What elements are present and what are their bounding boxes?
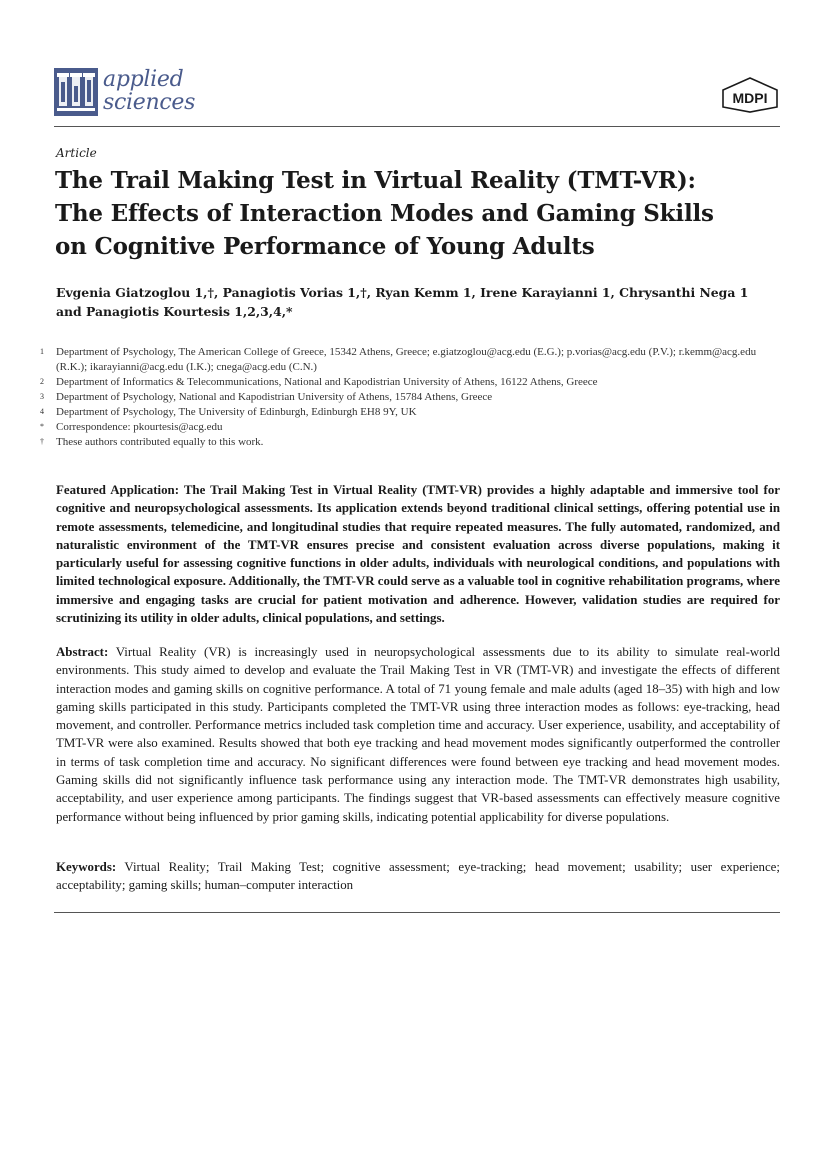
affiliation-text: Department of Psychology, The American College of Greece, 15342 Athens, Greece; e.giatzoglou@acg.edu (E.G.); p.vorias@acg.edu (P.V.); r.kemm@acg.edu (R.K.); ikarayianni@acg.edu (I.K.); cnega@acg.edu (C.N.) [56, 346, 757, 373]
affiliation-item [40, 405, 760, 420]
journal-header [54, 68, 780, 128]
journal-logo-icon [54, 68, 98, 116]
section-rule [54, 912, 780, 913]
affiliation-text: Department of Informatics & Telecommunications, National and Kapodistrian University of Athens, 16122 Athens, Greece [56, 376, 598, 388]
featured-application-label: Featured Application: [56, 483, 179, 497]
journal-name [103, 68, 195, 114]
abstract [56, 643, 780, 826]
correspondence-text: Correspondence: pkourtesis@acg.edu [56, 421, 223, 433]
affiliation-text: Department of Psychology, National and Kapodistrian University of Athens, 15784 Athens, Greece [56, 391, 493, 403]
paper-title: The Trail Making Test in Virtual Reality (TMT-VR): The Effects of Interaction Modes and Gaming Skills on Cognitive Performance of Young Adults [55, 167, 714, 260]
mdpi-logo-text: MDPI [732, 90, 768, 106]
header-rule [54, 126, 780, 127]
affiliation-mark: 2 [40, 377, 44, 386]
affiliation-mark: * [40, 422, 44, 431]
affiliations [40, 345, 760, 450]
keywords [56, 858, 780, 895]
journal-name-line2: sciences [103, 90, 196, 115]
equal-contribution-note: These authors contributed equally to this work. [56, 436, 264, 448]
affiliation-mark: † [40, 437, 44, 446]
featured-application-text: The Trail Making Test in Virtual Reality (TMT-VR) provides a highly adaptable and immersive tool for cognitive and neuropsychological assessments. Its application extends beyond traditional clinical settings, offering potential use in remote assessments, telemedicine, and longitudinal studies that require repeated measures. The fully automated, randomized, and naturalistic environment of the TMT-VR ensures precise and consistent evaluation across diverse populations, making it particularly useful for assessing cognitive functions in older adults, individuals with neurological conditions, and populations with limited technological exposure. Additionally, the TMT-VR could serve as a valuable tool in cognitive rehabilitation programs, where immersive and engaging tasks are crucial for patient motivation and adherence. However, validation studies are required for scrutinizing its utility in older adults, clinical populations, and settings. [56, 483, 780, 626]
affiliation-mark: 1 [40, 347, 44, 356]
journal-logo [54, 68, 195, 116]
affiliation-mark: 3 [40, 392, 44, 401]
abstract-label: Abstract: [56, 645, 109, 659]
affiliation-item [40, 390, 760, 405]
journal-name-line1: applied [103, 67, 184, 92]
abstract-text: Virtual Reality (VR) is increasingly used in neuropsychological assessments due to its ability to simulate real-world environments. This study aimed to develop and evaluate the Trail Making Test in VR (TMT-VR) and investigate the effects of different interaction modes and gaming skills on cognitive performance. A total of 71 young female and male adults (aged 18–35) with high and low gaming skills participated in this study. Participants completed the TMT-VR using three interaction modes as follows: eye-tracking, head movement, and controller. Performance metrics included task completion time and accuracy. User experience, usability, and acceptability of TMT-VR were also examined. Results showed that both eye tracking and head movement modes significantly outperformed the controller in terms of task completion time and accuracy. No significant differences were found between eye tracking and head movement modes. Gaming skills did not significantly influence task performance using any interaction mode. The TMT-VR demonstrates high usability, acceptability, and user experience among participants. The findings suggest that VR-based assessments can effectively measure cognitive performance without being influenced by prior gaming skills, indicating potential applicability for diverse populations. [56, 645, 780, 824]
mdpi-logo [720, 76, 780, 114]
affiliation-item [40, 345, 760, 375]
featured-application [56, 481, 780, 627]
affiliation-item [40, 420, 760, 435]
keywords-text: Virtual Reality; Trail Making Test; cognitive assessment; eye-tracking; head movement; usability; user experience; acceptability; gaming skills; human–computer interaction [56, 860, 780, 893]
affiliation-item [40, 435, 760, 450]
author-list: Evgenia Giatzoglou 1,†, Panagiotis Vorias 1,†, Ryan Kemm 1, Irene Karayianni 1, Chrysanthi Nega 1 and Panagiotis Kourtesis 1,2,3,4,* [56, 285, 749, 319]
affiliation-item [40, 375, 760, 390]
article-type: Article [56, 146, 97, 160]
keywords-label: Keywords: [56, 860, 117, 874]
affiliation-text: Department of Psychology, The University of Edinburgh, Edinburgh EH8 9Y, UK [56, 406, 417, 418]
affiliation-mark: 4 [40, 407, 44, 416]
